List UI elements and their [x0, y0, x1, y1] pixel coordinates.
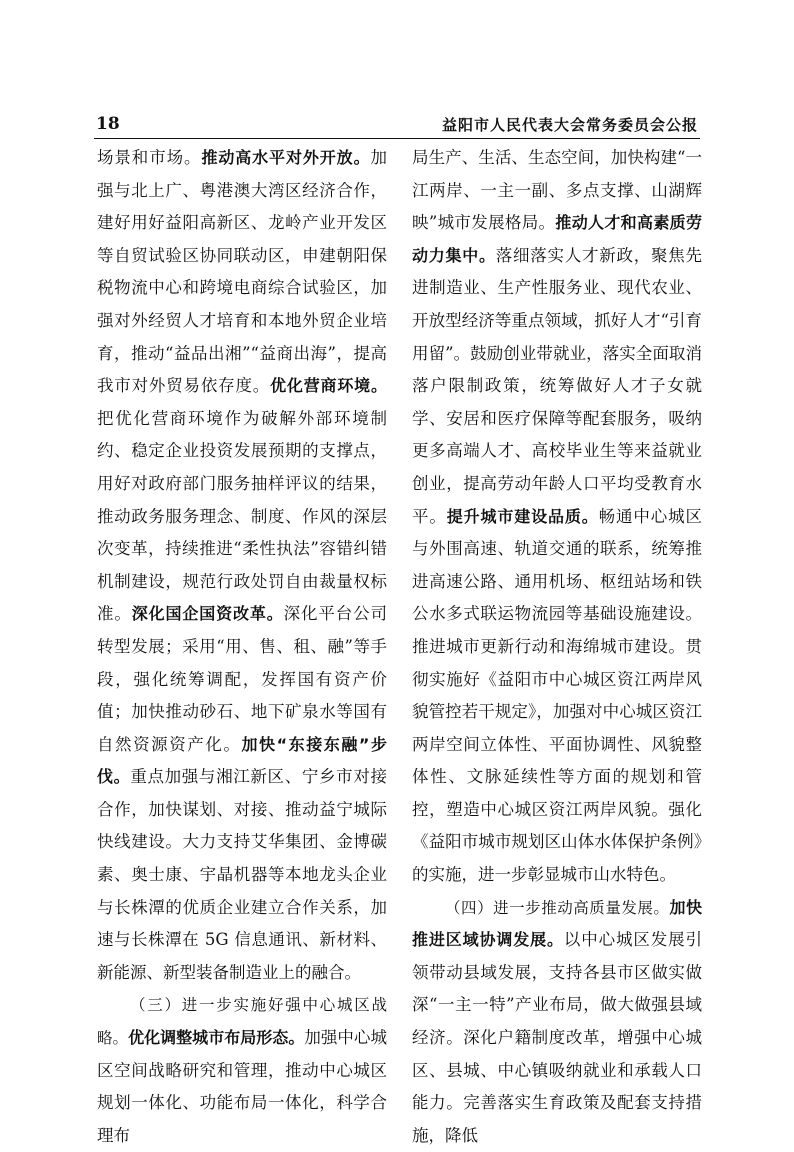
bold-heading: 推动人才和高素质劳动力集中。 — [412, 213, 702, 265]
bold-heading: 提升城市建设品质。 — [446, 506, 599, 526]
body-text: 畅通中心城区与外围高速、轨道交通的联系，统筹推进高速公路、通用机场、枢纽站场和铁公水多式联运物流园等基础设施建设。推进城市更新行动和海绵城市建设。贯彻实施好《益阳市中心城区资江两岸风貌管控若干规定》，加强对中心城区资江两岸空间立体性、平面协调性、风貌整体性、文脉延续性等方面的规划和管控，塑造中心城区资江两岸风貌。强化《益阳市城市规划区山体水体保护条例》的实施，进一步彰显城市山水特色。 — [412, 506, 702, 885]
section-heading: （四）进一步推动高质量发展。 — [445, 898, 670, 917]
page-number: 18 — [96, 114, 120, 134]
body-text: 深化平台公司转型发展；采用“用、售、租、融”等手段，强化统筹调配，发挥国有资产价值；加快推动砂石、地下矿泉水等国有自然资源资产化。 — [97, 604, 387, 754]
right-column — [412, 142, 702, 1152]
bold-heading: 加快“东接东融”步伐。 — [97, 734, 387, 787]
body-text: 加强与北上广、粤港澳大湾区经济合作，建好用好益阳高新区、龙岭产业开发区等自贸试验区协同联动区，申建朝阳保税物流中心和跨境电商综合试验区，加强对外经贸人才培育和本地外贸企业培育，推动“益品出湘”“益商出海”，提高我市对外贸易依存度。 — [97, 148, 387, 396]
body-text: 以中心城区发展引领带动县域发展，支持各县市区做实做深“一主一特”产业布局，做大做强县域经济。深化户籍制度改革，增强中心城区、县城、中心镇吸纳就业和承载人口能力。完善落实生育政策及配套支持措施，降低 — [412, 930, 702, 1145]
body-text: 重点加强与湘江新区、宁乡市对接合作，加快谋划、对接、推动益宁城际快线建设。大力支持艾华集团、金博碳素、奥士康、宇晶机器等本地龙头企业与长株潭的优质企业建立合作关系，加速与长株潭在 5G 信息通讯、新材料、新能源、新型装备制造业上的融合。 — [97, 767, 387, 982]
left-paragraph-2 — [97, 989, 387, 1152]
body-text: 场景和市场。 — [97, 148, 202, 167]
running-header: 益阳市人民代表大会常务委员会公报 — [441, 116, 698, 134]
header-rule — [94, 138, 700, 139]
right-paragraph-1 — [412, 142, 702, 892]
bold-heading: 深化国企国资改革。 — [131, 604, 284, 624]
bold-heading: 加快推进区域协调发展。 — [412, 897, 702, 950]
body-text: 落细落实人才新政，聚焦先进制造业、生产性服务业、现代农业、开放型经济等重点领域，抓好人才“引育用留”。鼓励创业带就业，落实全面取消落户限制政策，统筹做好人才子女就学、安居和医疗保障等配套服务，吸纳更多高端人才、高校毕业生等来益就业创业，提高劳动年龄人口平均受教育水平。 — [412, 245, 702, 526]
body-text: 把优化营商环境作为破解外部环境制约、稳定企业投资发展预期的支撑点，用好对政府部门服务抽样评议的结果，推动政务服务理念、制度、作风的深层次变革，持续推进“柔性执法”容错纠错机制建设，规范行政处罚自由裁量权标准。 — [97, 408, 387, 624]
bold-heading: 推动高水平对外开放。 — [201, 148, 371, 167]
bold-heading: 优化营商环境。 — [270, 376, 387, 396]
left-column — [97, 142, 387, 1152]
body-text: 局生产、生活、生态空间，加快构建“一江两岸、一主一副、多点支撑、山湖辉映”城市发展格局。 — [412, 148, 702, 233]
body-text: 加强中心城区空间战略研究和管理，推动中心城区规划一体化、功能布局一体化，科学合理布 — [97, 1028, 387, 1145]
section-heading: （三）进一步实施好强中心城区战略。 — [97, 996, 387, 1048]
right-paragraph-2 — [412, 892, 702, 1152]
bold-heading: 优化调整城市布局形态。 — [128, 1028, 305, 1048]
left-paragraph-1 — [97, 142, 387, 989]
